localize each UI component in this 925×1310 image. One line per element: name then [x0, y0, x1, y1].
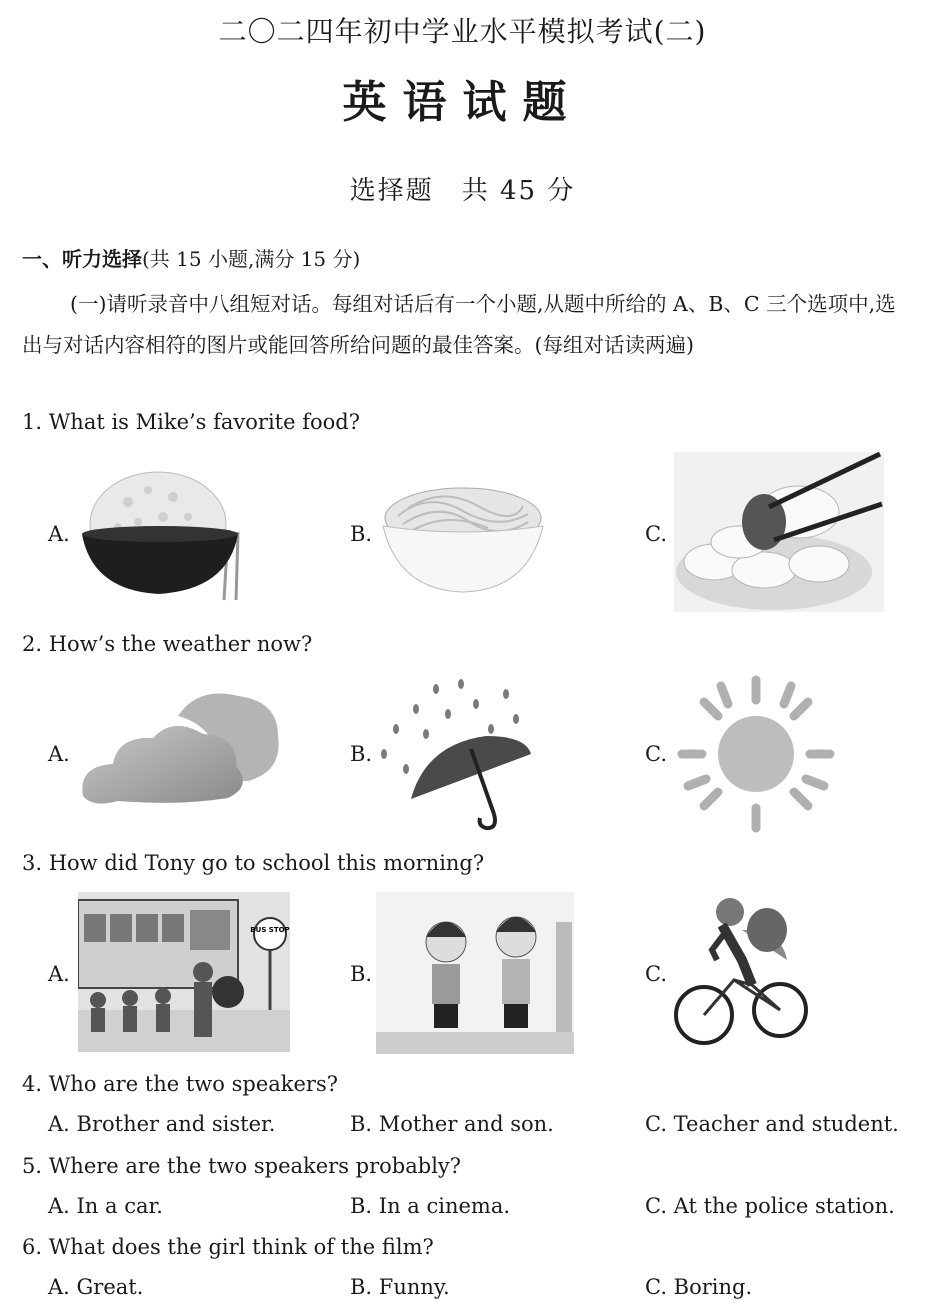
q3-label-c: C. — [645, 962, 667, 986]
q6-option-b: B. Funny. — [350, 1275, 450, 1299]
q4-option-b: B. Mother and son. — [350, 1112, 554, 1136]
q6-option-c: C. Boring. — [645, 1275, 753, 1299]
q5-option-c: C. At the police station. — [645, 1194, 895, 1218]
q6-option-a: A. Great. — [48, 1275, 144, 1299]
q2-label-b: B. — [350, 742, 373, 766]
question-4: 4. Who are the two speakers? — [22, 1072, 338, 1096]
bus-stop-sign: BUS STOP — [250, 926, 290, 934]
q5-option-a: A. In a car. — [48, 1194, 163, 1218]
section-instruction: (一)请听录音中八组短对话。每组对话后有一个小题,从题中所给的 A、B、C 三个选项中,选出与对话内容相符的图片或能回答所给问题的最佳答案。(每组对话读两遍) — [22, 292, 896, 357]
q5-option-b: B. In a cinema. — [350, 1194, 511, 1218]
question-3: 3. How did Tony go to school this morning? — [22, 851, 485, 875]
noodle-bowl-icon — [378, 466, 548, 596]
q3-label-b: B. — [350, 962, 373, 986]
subject-title: 英语试题 — [342, 77, 583, 128]
section-heading — [22, 243, 360, 272]
q4-option-c: C. Teacher and student. — [645, 1112, 899, 1136]
dumplings-icon — [674, 452, 884, 612]
part-title: 选择题 共 45 分 — [349, 176, 576, 206]
q1-label-c: C. — [645, 522, 667, 546]
umbrella-rain-icon — [376, 674, 536, 832]
question-1: 1. What is Mike’s favorite food? — [22, 410, 360, 434]
bus-icon — [78, 892, 290, 1052]
section-title: 一、听力选择 — [22, 247, 142, 271]
walking-boys-icon — [376, 892, 574, 1054]
question-6: 6. What does the girl think of the film? — [22, 1235, 434, 1259]
rice-bowl-icon — [78, 462, 258, 602]
q1-label-b: B. — [350, 522, 373, 546]
question-2: 2. How’s the weather now? — [22, 632, 313, 656]
section-score-note: (共 15 小题,满分 15 分) — [142, 247, 361, 271]
q2-label-c: C. — [645, 742, 667, 766]
q3-label-a: A. — [48, 962, 70, 986]
question-5: 5. Where are the two speakers probably? — [22, 1154, 462, 1178]
q4-option-a: A. Brother and sister. — [48, 1112, 276, 1136]
q2-label-a: A. — [48, 742, 70, 766]
sun-icon — [676, 674, 841, 834]
exam-title: 二〇二四年初中学业水平模拟考试(二) — [218, 15, 707, 48]
cloud-icon — [78, 686, 283, 811]
q1-label-a: A. — [48, 522, 70, 546]
cyclist-icon — [672, 890, 812, 1052]
